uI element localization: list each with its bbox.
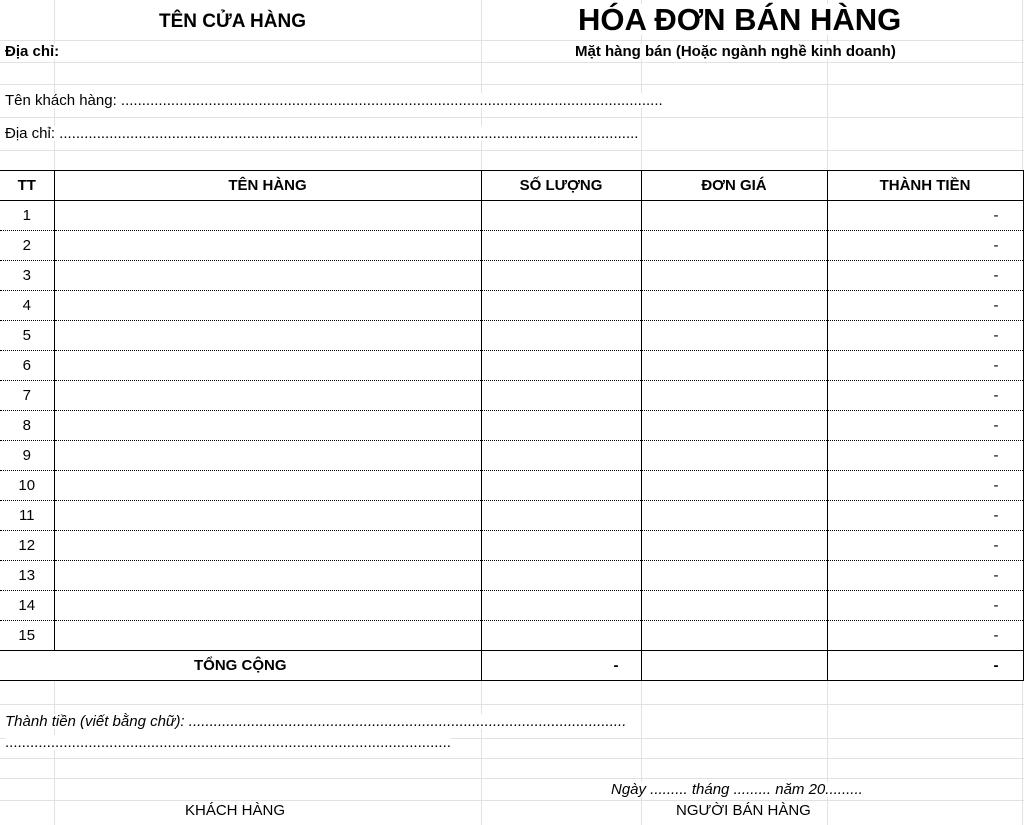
amount-cell: - [827,321,1023,351]
invoice-title: HÓA ĐƠN BÁN HÀNG [578,2,902,37]
unit-price-cell [641,381,827,411]
quantity-cell [481,291,641,321]
amount-cell: - [827,231,1023,261]
row-number: 5 [0,321,54,351]
product-name-cell [54,351,481,381]
quantity-cell [481,591,641,621]
product-name-cell [54,411,481,441]
unit-price-cell [641,231,827,261]
product-name-cell [54,291,481,321]
total-label: TỔNG CỘNG [0,651,481,681]
row-number: 4 [0,291,54,321]
table-row [0,291,1023,321]
amount-cell: - [827,291,1023,321]
total-amount: - [827,651,1023,681]
table-row [0,261,1023,291]
unit-price-cell [641,621,827,651]
quantity-cell [481,201,641,231]
product-name-cell [54,261,481,291]
unit-price-cell [641,351,827,381]
customer-name-line: Tên khách hàng: .................................................................................................................................. [5,92,663,109]
col-header-product: TÊN HÀNG [54,171,481,201]
store-address-label: Địa chỉ: [5,43,60,60]
unit-price-cell [641,531,827,561]
invoice-subtitle: Mặt hàng bán (Hoặc ngành nghề kinh doanh) [575,43,896,60]
row-number: 14 [0,591,54,621]
row-number: 12 [0,531,54,561]
quantity-cell [481,351,641,381]
table-row [0,441,1023,471]
seller-signature-label: NGƯỜI BÁN HÀNG [676,802,811,819]
total-row [0,651,1023,681]
amount-cell: - [827,621,1023,651]
col-header-tt: TT [0,171,54,201]
amount-cell: - [827,531,1023,561]
row-number: 13 [0,561,54,591]
table-row [0,201,1023,231]
table-row [0,531,1023,561]
unit-price-cell [641,561,827,591]
row-number: 2 [0,231,54,261]
table-row [0,351,1023,381]
row-number: 1 [0,201,54,231]
row-number: 15 [0,621,54,651]
quantity-cell [481,621,641,651]
col-header-amount: THÀNH TIỀN [827,171,1023,201]
quantity-cell [481,321,641,351]
product-name-cell [54,591,481,621]
amount-in-words-line: Thành tiền (viết bằng chữ): ......................................................................................................... [5,713,627,730]
row-number: 6 [0,351,54,381]
amount-cell: - [827,351,1023,381]
product-name-cell [54,531,481,561]
table-row [0,381,1023,411]
table-row [0,621,1023,651]
customer-address-line: Địa chỉ: ........................................................................................................................................... [5,125,639,142]
table-row [0,591,1023,621]
row-number: 3 [0,261,54,291]
product-name-cell [54,321,481,351]
product-name-cell [54,621,481,651]
unit-price-cell [641,471,827,501]
table-header-row [0,171,1023,201]
unit-price-cell [641,501,827,531]
items-table [0,170,1024,681]
col-header-quantity: SỐ LƯỢNG [481,171,641,201]
table-row [0,411,1023,441]
table-row [0,501,1023,531]
unit-price-cell [641,321,827,351]
table-body [0,201,1023,651]
product-name-cell [54,231,481,261]
amount-cell: - [827,261,1023,291]
product-name-cell [54,381,481,411]
table-row [0,321,1023,351]
row-number: 8 [0,411,54,441]
unit-price-cell [641,201,827,231]
amount-cell: - [827,441,1023,471]
row-number: 7 [0,381,54,411]
row-number: 10 [0,471,54,501]
date-line: Ngày ......... tháng ......... năm 20......... [611,781,863,798]
quantity-cell [481,441,641,471]
quantity-cell [481,471,641,501]
quantity-cell [481,501,641,531]
col-header-unit-price: ĐƠN GIÁ [641,171,827,201]
quantity-cell [481,231,641,261]
product-name-cell [54,441,481,471]
table-row [0,231,1023,261]
unit-price-cell [641,411,827,441]
product-name-cell [54,561,481,591]
quantity-cell [481,531,641,561]
store-name: TÊN CỬA HÀNG [159,11,306,32]
quantity-cell [481,261,641,291]
quantity-cell [481,411,641,441]
product-name-cell [54,501,481,531]
total-quantity: - [481,651,641,681]
table-row [0,471,1023,501]
amount-cell: - [827,501,1023,531]
product-name-cell [54,471,481,501]
total-unit-price-cell [641,651,827,681]
customer-signature-label: KHÁCH HÀNG [185,802,286,819]
amount-cell: - [827,381,1023,411]
row-number: 9 [0,441,54,471]
unit-price-cell [641,291,827,321]
amount-cell: - [827,561,1023,591]
amount-in-words-continuation: ........................................................................................................... [5,734,451,751]
unit-price-cell [641,441,827,471]
unit-price-cell [641,261,827,291]
quantity-cell [481,561,641,591]
amount-cell: - [827,591,1023,621]
product-name-cell [54,201,481,231]
unit-price-cell [641,591,827,621]
row-number: 11 [0,501,54,531]
amount-cell: - [827,471,1023,501]
table-row [0,561,1023,591]
amount-cell: - [827,411,1023,441]
amount-cell: - [827,201,1023,231]
quantity-cell [481,381,641,411]
